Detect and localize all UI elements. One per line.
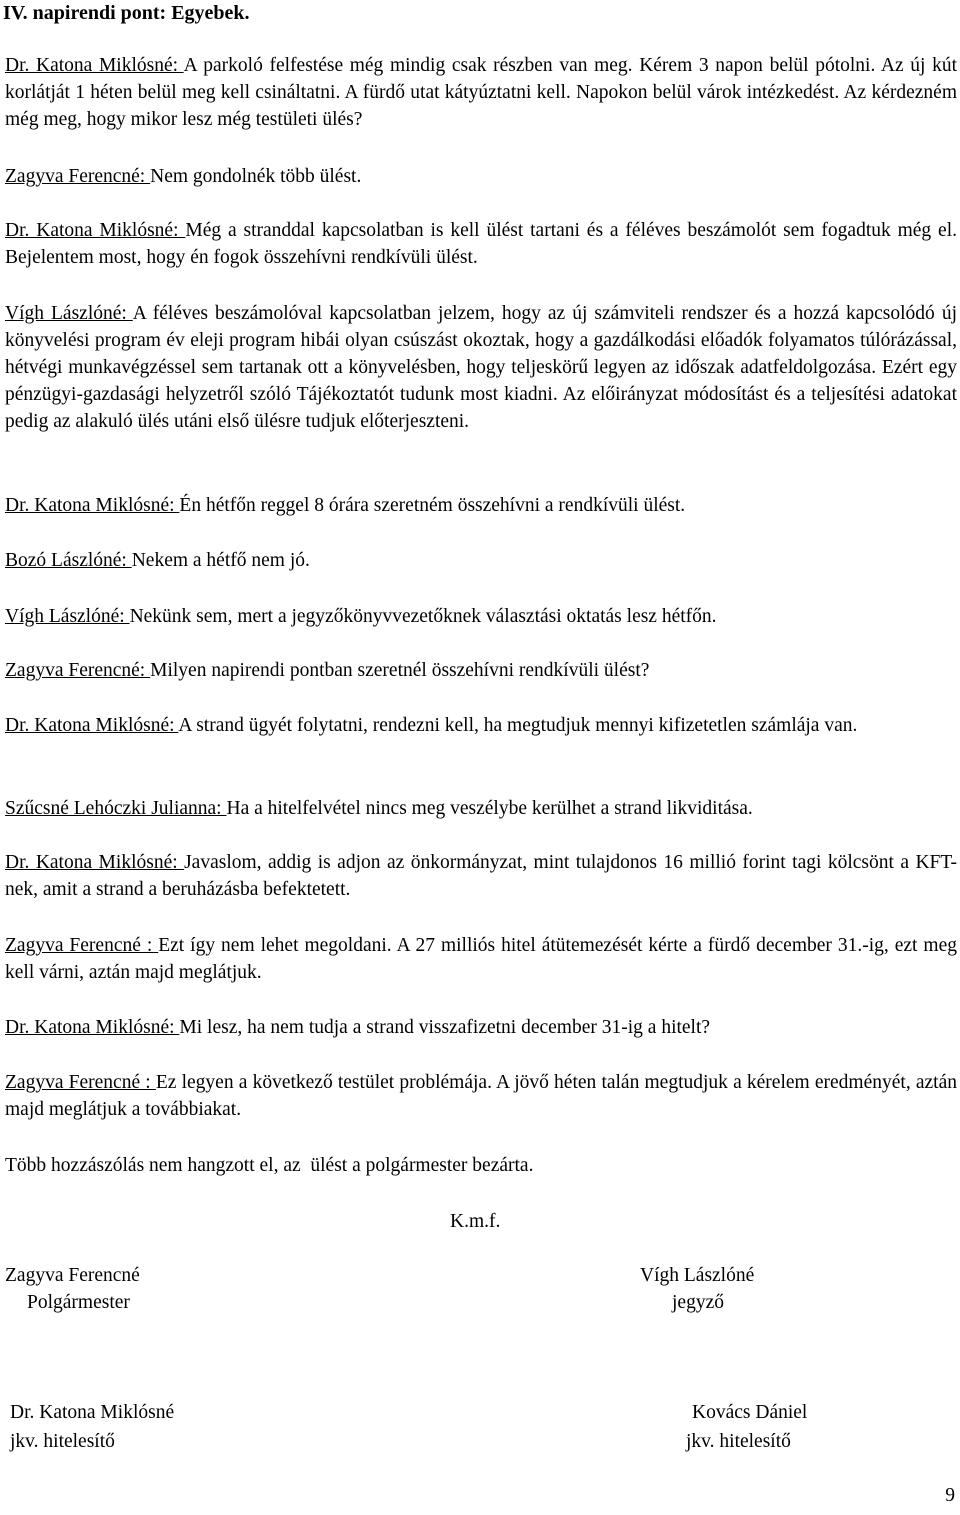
- paragraph-7: [5, 603, 957, 630]
- speaker-name: Dr. Katona Miklósné:: [5, 852, 185, 873]
- paragraph-6: [5, 547, 957, 574]
- paragraph-14: [5, 1069, 957, 1123]
- statement-text: Én hétfőn reggel 8 órára szeretném összehívni a rendkívüli ülést.: [179, 495, 686, 516]
- signature-authenticator-1-name: Dr. Katona Miklósné: [10, 1402, 175, 1423]
- paragraph-1: [5, 52, 957, 133]
- speaker-name: Szűcsné Lehóczki Julianna:: [5, 798, 227, 819]
- statement-text: Ha a hitelfelvétel nincs meg veszélybe kerülhet a strand likviditása.: [226, 798, 753, 819]
- statement-text: Ez legyen a következő testület problémája. A jövő héten talán megtudjuk a kérelem eredményét, aztán majd meglátjuk a továbbiakat.: [5, 1072, 957, 1120]
- speaker-name: Vígh Lászlóné:: [5, 606, 130, 627]
- speaker-name: Zagyva Ferencné:: [5, 166, 151, 187]
- speaker-name: Zagyva Ferencné :: [5, 1072, 156, 1093]
- kmf-label: K.m.f.: [450, 1211, 501, 1232]
- paragraph-12: [5, 932, 957, 986]
- signature-authenticator-2-name: Kovács Dániel: [692, 1402, 808, 1423]
- speaker-name: Vígh Lászlóné:: [5, 303, 133, 324]
- statement-text: Nekem a hétfő nem jó.: [131, 550, 310, 571]
- speaker-name: Dr. Katona Miklósné:: [5, 220, 186, 241]
- paragraph-10: [5, 795, 957, 822]
- closing-statement: Több hozzászólás nem hangzott el, az ülést a polgármester bezárta.: [5, 1155, 534, 1176]
- speaker-name: Zagyva Ferencné:: [5, 660, 151, 681]
- statement-text: Nem gondolnék több ülést.: [150, 166, 362, 187]
- signature-authenticator-1-role: jkv. hitelesítő: [10, 1431, 115, 1452]
- signature-mayor-name: Zagyva Ferencné: [5, 1265, 140, 1286]
- section-heading: IV. napirendi pont: Egyebek.: [3, 2, 250, 24]
- paragraph-2: [5, 163, 957, 190]
- statement-text: A strand ügyét folytatni, rendezni kell, ha megtudjuk mennyi kifizetetlen számlája van.: [178, 715, 858, 736]
- speaker-name: Zagyva Ferencné :: [5, 935, 159, 956]
- paragraph-9: [5, 712, 957, 739]
- speaker-name: Bozó Lászlóné:: [5, 550, 132, 571]
- paragraph-3: [5, 217, 957, 271]
- paragraph-4: [5, 300, 957, 435]
- signature-notary-role: jegyző: [672, 1292, 724, 1313]
- signature-mayor-role: Polgármester: [27, 1292, 130, 1313]
- paragraph-5: [5, 492, 957, 519]
- page-number: 9: [945, 1485, 955, 1506]
- paragraph-13: [5, 1014, 957, 1041]
- speaker-name: Dr. Katona Miklósné:: [5, 1017, 180, 1038]
- statement-text: Javaslom, addig is adjon az önkormányzat, mint tulajdonos 16 millió forint tagi kölcsönt a KFT-nek, amit a strand a beruházásba befektetett.: [5, 852, 957, 900]
- statement-text: Ezt így nem lehet megoldani. A 27 milliós hitel átütemezését kérte a fürdő december 31.-ig, ezt meg kell várni, aztán majd meglátjuk.: [5, 935, 957, 983]
- statement-text: Még a stranddal kapcsolatban is kell ülést tartani és a féléves beszámolót sem fogadtuk még el. Bejelentem most, hogy én fogok összehívni rendkívüli ülést.: [5, 220, 957, 268]
- paragraph-8: [5, 657, 957, 684]
- statement-text: Mi lesz, ha nem tudja a strand visszafizetni december 31-ig a hitelt?: [179, 1017, 711, 1038]
- signature-authenticator-2-role: jkv. hitelesítő: [686, 1431, 791, 1452]
- speaker-name: Dr. Katona Miklósné:: [5, 715, 179, 736]
- statement-text: A parkoló felfestése még mindig csak részben van meg. Kérem 3 napon belül pótolni. Az új kút korlátját 1 héten belül meg kell csináltatni. A fürdő utat kátyúztatni kell. Napokon belül várok intézkedést. Az kérdezném még meg, hogy mikor lesz még testületi ülés?: [5, 55, 957, 130]
- speaker-name: Dr. Katona Miklósné:: [5, 495, 180, 516]
- paragraph-11: [5, 849, 957, 903]
- statement-text: Nekünk sem, mert a jegyzőkönyvvezetőknek választási oktatás lesz hétfőn.: [129, 606, 717, 627]
- statement-text: A féléves beszámolóval kapcsolatban jelzem, hogy az új számviteli rendszer és a hozzá kapcsolódó új könyvelési program év eleji program hibái olyan csúszást okoztak, hogy a gazdálkodási előadók folyamatos túlórázással, hétvégi munkavégzéssel sem tartanak ott a könyvelésben, hogy teljeskörű legyen az időszak adatfeldolgozása. Ezért egy pénzügyi-gazdasági helyzetről szóló Tájékoztatót tudunk most kiadni. Az előirányzat módosítást és a teljesítési adatokat pedig az alakuló ülés utáni első ülésre tudjuk előterjeszteni.: [5, 303, 957, 432]
- speaker-name: Dr. Katona Miklósné:: [5, 55, 184, 76]
- statement-text: Milyen napirendi pontban szeretnél összehívni rendkívüli ülést?: [150, 660, 650, 681]
- signature-notary-name: Vígh Lászlóné: [640, 1265, 755, 1286]
